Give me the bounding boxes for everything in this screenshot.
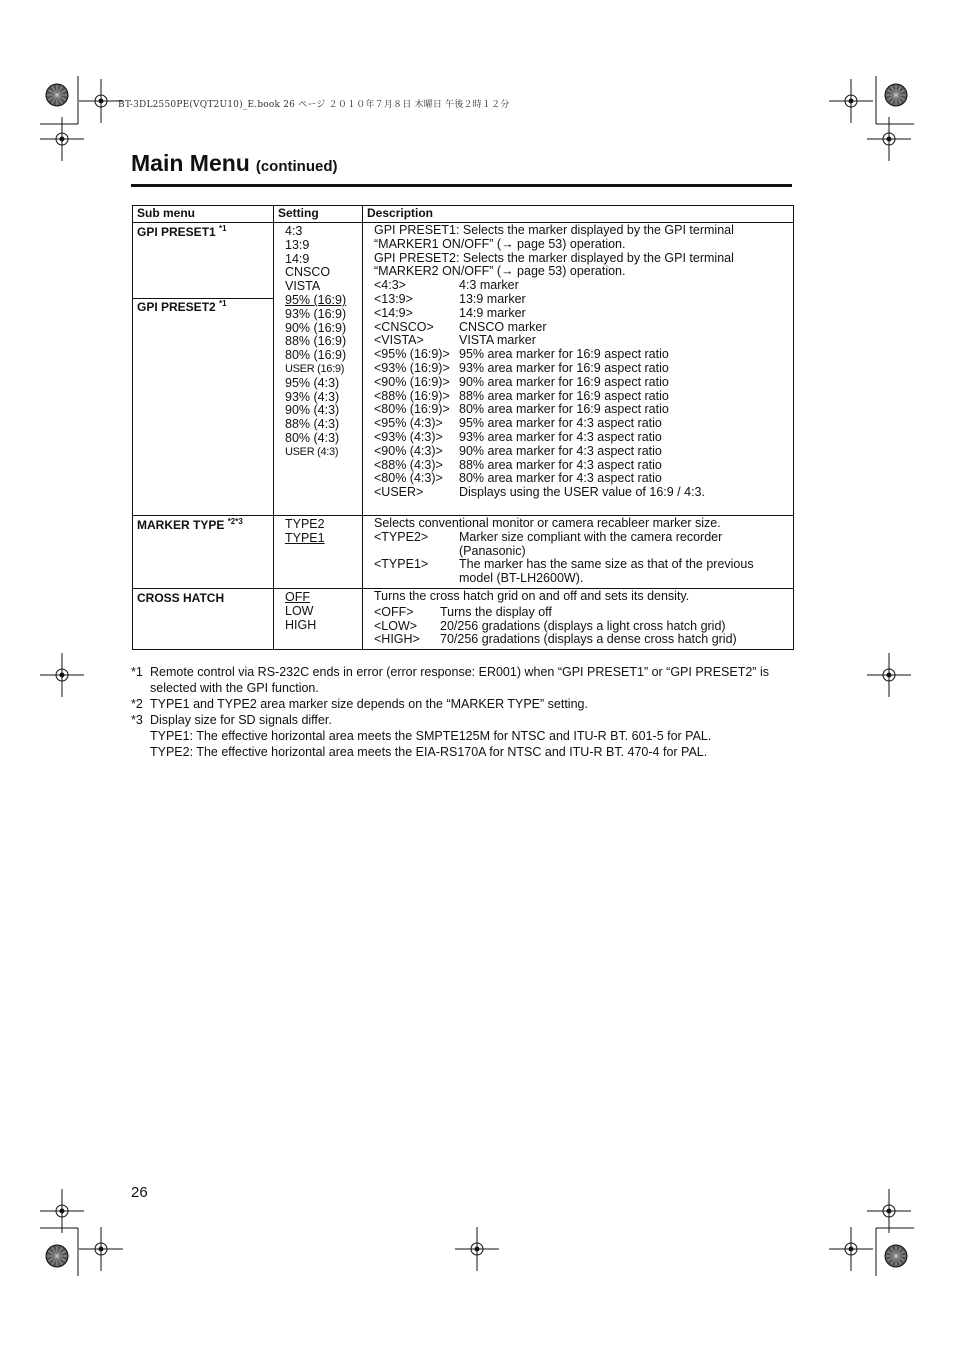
setting-cell-gpi [274, 223, 363, 516]
crosshair-dot [887, 1209, 892, 1214]
footnote-3-type2: TYPE2: The effective horizontal area meets the EIA-RS170A for NTSC and ITU-R BT. 470-4 for PAL. [150, 745, 708, 759]
crosshair-dot [60, 673, 65, 678]
desc-option-value: 93% area marker for 16:9 aspect ratio [459, 360, 669, 375]
setting-option: 93% (4:3) [285, 389, 340, 404]
desc-option-value: 95% area marker for 16:9 aspect ratio [459, 347, 669, 362]
footnote-3-type1: TYPE1: The effective horizontal area meets the SMPTE125M for NTSC and ITU-R BT. 601-5 for PAL. [150, 729, 712, 743]
desc-option-row [374, 293, 789, 307]
desc-option-value: 20/256 gradations (displays a light cross hatch grid) [440, 618, 726, 633]
footnote-3: *3 Display size for SD signals differ. [131, 713, 332, 727]
desc-option-row [374, 376, 789, 390]
setting-option: TYPE2 [285, 517, 325, 531]
setting-option: 90% (16:9) [285, 320, 347, 335]
crosshair-dot [99, 1247, 104, 1252]
crosshair-circle [95, 1243, 107, 1255]
sub-menu-cell [133, 223, 274, 516]
desc-option-key: <93% (4:3)> [374, 429, 443, 444]
page-title [131, 150, 338, 177]
desc-option-row [374, 279, 789, 293]
setting-option: 88% (16:9) [285, 334, 347, 349]
menu-table [132, 205, 794, 650]
desc-option-key: <CNSCO> [374, 319, 434, 334]
setting-option: TYPE1 [285, 530, 325, 545]
setting-option: OFF [285, 589, 310, 604]
footnote-1: *1 Remote control via RS-232C ends in error (error response: ER001) when “GPI PRESET1” or “GPI PRESET2” is selected with the GPI function. [131, 665, 769, 695]
setting-option: 95% (16:9) [285, 292, 347, 307]
desc-option-key: <14:9> [374, 305, 413, 320]
crosshair-circle [883, 133, 895, 145]
desc-option-value: Marker size compliant with the camera recorder (Panasonic) [459, 529, 723, 558]
desc-option-key: <13:9> [374, 291, 413, 306]
crosshair-circle [95, 95, 107, 107]
desc-option-key: <HIGH> [374, 632, 420, 647]
setting-option: CNSCO [285, 265, 331, 280]
desc-option-value: 93% area marker for 4:3 aspect ratio [459, 429, 662, 444]
desc-option-value: 80% area marker for 4:3 aspect ratio [459, 471, 662, 486]
desc-option-key: <95% (16:9)> [374, 347, 450, 362]
desc-option-value: Turns the display off [440, 604, 552, 619]
crosshair-circle [845, 95, 857, 107]
table-row-gpi-preset [133, 223, 794, 516]
desc-option-value: 88% area marker for 4:3 aspect ratio [459, 457, 662, 472]
crosshair-dot [887, 137, 892, 142]
header-setting: Setting [274, 206, 363, 223]
sub-menu-cross-hatch: CROSS HATCH [133, 588, 274, 649]
setting-cell-cross [274, 588, 363, 649]
desc-option-value: 80% area marker for 16:9 aspect ratio [459, 402, 669, 417]
desc-option-value: 13:9 marker [459, 291, 526, 306]
desc-gpi-preset2: GPI PRESET2: Selects the marker displayed by the GPI terminal “MARKER2 ON/OFF” (→ page 53) operation. [374, 250, 734, 279]
crosshair-circle [471, 1243, 483, 1255]
desc-option-row [374, 459, 789, 473]
desc-option-key: <88% (16:9)> [374, 388, 450, 403]
desc-option-row [374, 390, 789, 404]
table-header-row [133, 206, 794, 223]
desc-option-value: 14:9 marker [459, 305, 526, 320]
description-cell-gpi [363, 223, 794, 516]
table-row-marker-type [133, 516, 794, 589]
desc-gpi-preset1: GPI PRESET1: Selects the marker displayed by the GPI terminal “MARKER1 ON/OFF” (→ page 53) operation. [374, 223, 734, 251]
table-row-cross-hatch [133, 588, 794, 649]
page-title-continued: (continued) [255, 158, 338, 175]
desc-option-key: <95% (4:3)> [374, 416, 443, 431]
desc-option-value: 70/256 gradations (displays a dense cross hatch grid) [440, 632, 737, 647]
crosshair-dot [887, 673, 892, 678]
crosshair-dot [99, 99, 104, 104]
setting-option: 93% (16:9) [285, 306, 347, 321]
desc-option-row [374, 558, 789, 586]
desc-option-row [374, 431, 789, 445]
desc-marker-intro: Selects conventional monitor or camera recableer marker size. [374, 516, 721, 530]
desc-option-row [374, 633, 789, 647]
page-title-main: Main Menu [131, 150, 250, 176]
rosette-mark [46, 1245, 68, 1267]
desc-option-row [374, 620, 789, 634]
desc-option-value: 95% area marker for 4:3 aspect ratio [459, 416, 662, 431]
page-number: 26 [131, 1184, 148, 1201]
setting-option: 95% (4:3) [285, 375, 340, 390]
header-sub-menu: Sub menu [133, 206, 274, 223]
setting-option: 80% (16:9) [285, 348, 347, 363]
setting-option: 14:9 [285, 251, 310, 266]
footnote-2: *2 TYPE1 and TYPE2 area marker size depends on the “MARKER TYPE” setting. [131, 697, 588, 711]
desc-option-row [374, 531, 789, 559]
crosshair-circle [883, 1205, 895, 1217]
desc-option-value: CNSCO marker [459, 319, 547, 334]
crosshair-circle [845, 1243, 857, 1255]
desc-option-row [374, 321, 789, 335]
setting-option: 88% (4:3) [285, 417, 340, 432]
desc-option-key: <88% (4:3)> [374, 457, 443, 472]
footnotes [131, 664, 796, 760]
rosette-mark [46, 84, 68, 106]
setting-cell-marker [274, 516, 363, 589]
desc-option-row [374, 417, 789, 431]
crosshair-circle [56, 133, 68, 145]
setting-option: HIGH [285, 617, 317, 632]
desc-cross-intro: Turns the cross hatch grid on and off and sets its density. [374, 588, 690, 603]
desc-option-key: <90% (16:9)> [374, 374, 450, 389]
desc-option-row [374, 472, 789, 486]
sub-menu-marker-type: MARKER TYPE $^{*2*3}$ [133, 516, 274, 589]
crosshair-dot [849, 1247, 854, 1252]
description-cell-cross [363, 588, 794, 649]
desc-option-row [374, 486, 789, 500]
description-cell-marker [363, 516, 794, 589]
crosshair-circle [883, 669, 895, 681]
desc-option-row [374, 362, 789, 376]
desc-option-row [374, 403, 789, 417]
crosshair-circle [56, 1205, 68, 1217]
print-header-strip: BT-3DL2550PE(VQT2U10)_E.book 26 ページ ２０１０年７月８日 木曜日 午後２時１２分 [118, 100, 510, 110]
setting-option: LOW [285, 603, 314, 618]
desc-option-row [374, 606, 789, 620]
sub-menu-gpi-preset2: GPI PRESET2 $^{*1}$ [137, 299, 227, 314]
setting-option: 4:3 [285, 224, 303, 238]
desc-option-value: VISTA marker [459, 333, 536, 348]
crosshair-dot [60, 137, 65, 142]
desc-option-key: <80% (16:9)> [374, 402, 450, 417]
desc-option-value: Displays using the USER value of 16:9 / 4:3. [459, 485, 705, 500]
crosshair-circle [56, 669, 68, 681]
desc-option-key: <USER> [374, 485, 424, 500]
header-description: Description [363, 206, 794, 223]
setting-option: USER (16:9) [285, 362, 345, 375]
desc-option-row [374, 445, 789, 459]
desc-option-value: 88% area marker for 16:9 aspect ratio [459, 388, 669, 403]
desc-option-value: The marker has the same size as that of the previous model (BT-LH2600W). [459, 557, 754, 586]
setting-option: 80% (4:3) [285, 430, 340, 445]
desc-option-row [374, 334, 789, 348]
setting-option: VISTA [285, 279, 321, 294]
setting-option: USER (4:3) [285, 445, 339, 458]
desc-option-key: <TYPE1> [374, 557, 429, 572]
crosshair-dot [60, 1209, 65, 1214]
setting-option: 13:9 [285, 237, 310, 252]
desc-option-key: <TYPE2> [374, 529, 429, 544]
desc-option-key: <90% (4:3)> [374, 443, 443, 458]
desc-option-key: <80% (4:3)> [374, 471, 443, 486]
desc-option-key: <OFF> [374, 604, 414, 619]
desc-option-key: <LOW> [374, 618, 418, 633]
rosette-mark [885, 1245, 907, 1267]
crosshair-dot [849, 99, 854, 104]
desc-option-key: <93% (16:9)> [374, 360, 450, 375]
crosshair-dot [475, 1247, 480, 1252]
desc-option-row [374, 307, 789, 321]
desc-option-value: 90% area marker for 16:9 aspect ratio [459, 374, 669, 389]
desc-option-value: 4:3 marker [459, 278, 519, 293]
desc-option-value: 90% area marker for 4:3 aspect ratio [459, 443, 662, 458]
sub-menu-gpi-preset1: GPI PRESET1 $^{*1}$ [133, 223, 273, 299]
desc-option-row [374, 348, 789, 362]
title-rule [131, 184, 792, 187]
rosette-mark [885, 84, 907, 106]
setting-option: 90% (4:3) [285, 403, 340, 418]
desc-option-key: <VISTA> [374, 333, 424, 348]
desc-option-key: <4:3> [374, 278, 406, 293]
